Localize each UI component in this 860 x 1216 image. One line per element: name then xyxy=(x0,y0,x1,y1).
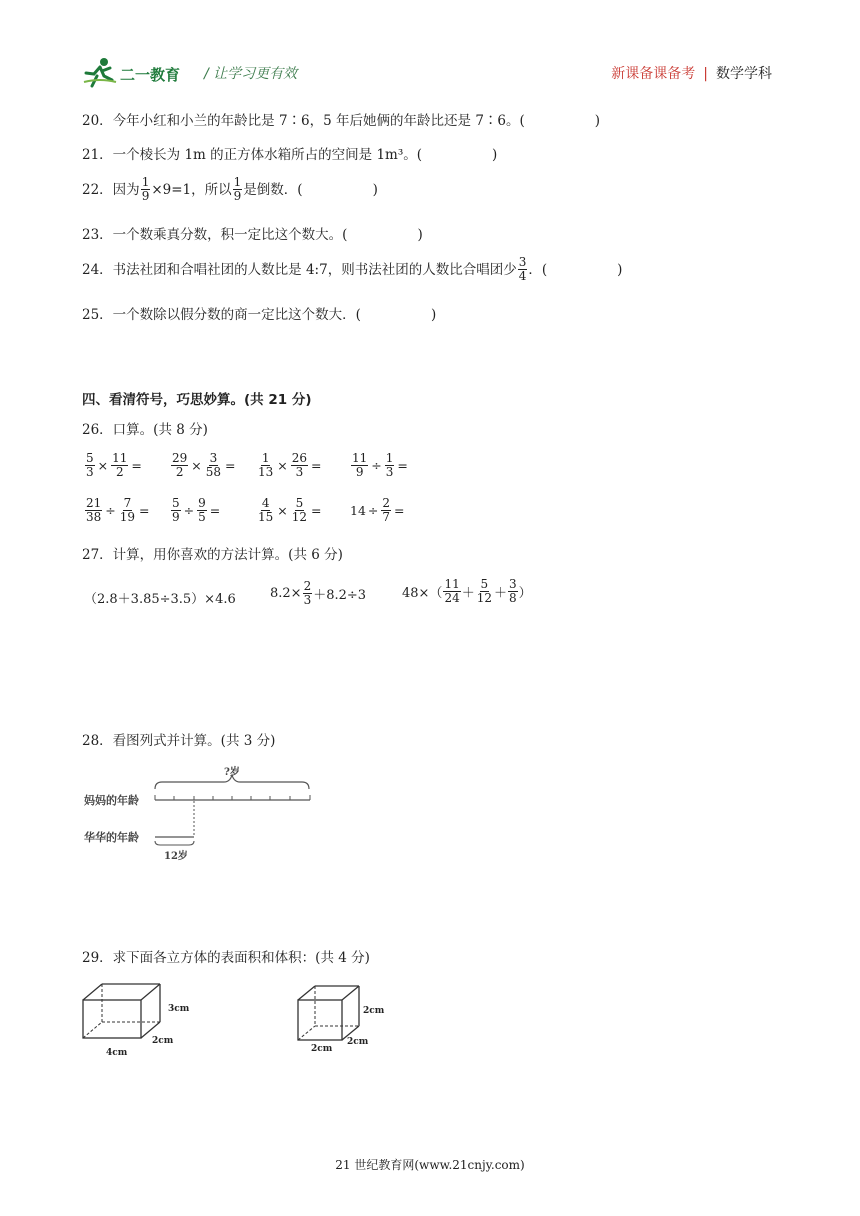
logo-runner-icon xyxy=(82,56,118,88)
header-divider: | xyxy=(703,66,708,82)
question-26-title: 26．口算。(共 8 分) xyxy=(82,422,208,438)
question-23 xyxy=(82,225,423,245)
calc-expression-2: 8.2× $\frac{2}{3}$ ＋8.2÷3 xyxy=(270,579,367,607)
question-text: 23．一个数乘真分数，积一定比这个数大。( xyxy=(82,227,348,243)
question-text: 20．今年小红和小兰的年龄比是 7∶6，5 年后她俩的年龄比还是 7∶6。( xyxy=(82,113,525,129)
oral-calc-item: 14 ÷ $\frac{2}{7}$ = xyxy=(350,496,405,524)
hua-age-label: 华华的年龄 xyxy=(84,831,139,844)
question-close-paren: ) xyxy=(417,227,423,243)
footer: 21 世纪教育网(www.21cnjy.com) xyxy=(335,1158,525,1172)
question-21 xyxy=(82,145,497,165)
age-question-label: ?岁 xyxy=(224,767,240,778)
oral-calc-item: $\frac{1}{13}$ × $\frac{26}{3}$ = xyxy=(258,451,322,479)
cuboid-2-depth: 2cm xyxy=(347,1037,369,1047)
fraction: $\frac{1}{9}$ xyxy=(233,175,242,203)
oral-calc-item: $\frac{29}{2}$ × $\frac{3}{58}$ = xyxy=(172,451,236,479)
fraction: $\frac{1}{9}$ xyxy=(141,175,150,203)
header-right xyxy=(611,63,772,83)
question-28-title: 28．看图列式并计算。(共 3 分) xyxy=(82,733,276,749)
question-text: 22．因为 xyxy=(82,181,140,198)
header-subject: 数学学科 xyxy=(716,66,772,82)
question-text: ．( xyxy=(528,261,548,278)
oral-calc-item: $\frac{5}{3}$ × $\frac{11}{2}$ = xyxy=(86,451,142,479)
cuboid-1-depth: 2cm xyxy=(152,1036,174,1046)
question-29-title: 29．求下面各立方体的表面积和体积：(共 4 分) xyxy=(82,950,370,966)
section-title: 四、看清符号，巧思妙算。(共 21 分) xyxy=(82,392,312,408)
cuboid-1-drawing xyxy=(80,980,200,1065)
question-close-paren: ) xyxy=(492,147,498,163)
question-text: 24．书法社团和合唱社团的人数比是 4:7，则书法社团的人数比合唱团少 xyxy=(82,261,517,278)
cuboid-figure-1 xyxy=(80,980,200,1065)
calc-expression-1: （2.8＋3.85÷3.5）×4.6 xyxy=(84,592,236,607)
cuboid-1-height: 3cm xyxy=(168,1004,190,1014)
cuboid-2-drawing xyxy=(295,982,395,1062)
oral-calc-item: $\frac{5}{9}$ ÷ $\frac{9}{5}$ = xyxy=(172,496,221,524)
question-text: 25．一个数除以假分数的商一定比这个数大．( xyxy=(82,307,361,323)
calc-expression-3: 48×（ $\frac{11}{24}$ ＋ $\frac{5}{12}$ ＋ $\frac{3}{8}$ ） xyxy=(402,577,532,605)
question-20 xyxy=(82,111,600,131)
age-diagram-lines xyxy=(84,765,324,865)
oral-calc-item: $\frac{11}{9}$ ÷ $\frac{1}{3}$ = xyxy=(352,451,408,479)
header-slogan: / 让学习更有效 xyxy=(204,66,298,82)
question-22 xyxy=(82,176,378,203)
header-course-label: 新课备课备考 xyxy=(611,66,696,82)
question-text: 21．一个棱长为 1m 的正方体水箱所占的空间是 1m³。( xyxy=(82,147,423,163)
hua-age-value: 12岁 xyxy=(164,851,188,862)
question-27-title: 27．计算，用你喜欢的方法计算。(共 6 分) xyxy=(82,547,343,563)
oral-calc-item: $\frac{4}{15}$ × $\frac{5}{12}$ = xyxy=(258,496,322,524)
question-close-paren: ) xyxy=(594,113,601,129)
cuboid-1-width: 4cm xyxy=(106,1048,128,1058)
cuboid-figure-2 xyxy=(295,982,395,1062)
question-close-paren: ) xyxy=(430,307,437,323)
question-24 xyxy=(82,256,622,283)
question-text: ×9=1，所以 xyxy=(151,181,232,198)
cuboid-2-height: 2cm xyxy=(363,1006,385,1016)
fraction: $\frac{3}{4}$ xyxy=(518,255,527,283)
question-text: 是倒数．( xyxy=(243,181,303,198)
mom-age-label: 妈妈的年龄 xyxy=(84,794,139,807)
question-close-paren: ) xyxy=(617,261,623,278)
question-25 xyxy=(82,305,436,325)
logo-text: 二一教育 xyxy=(120,66,181,84)
header xyxy=(82,56,782,90)
oral-calc-item: $\frac{21}{38}$ ÷ $\frac{7}{19}$ = xyxy=(86,496,150,524)
age-diagram xyxy=(84,765,324,865)
cuboid-2-width: 2cm xyxy=(311,1044,333,1054)
question-close-paren: ) xyxy=(372,181,378,198)
